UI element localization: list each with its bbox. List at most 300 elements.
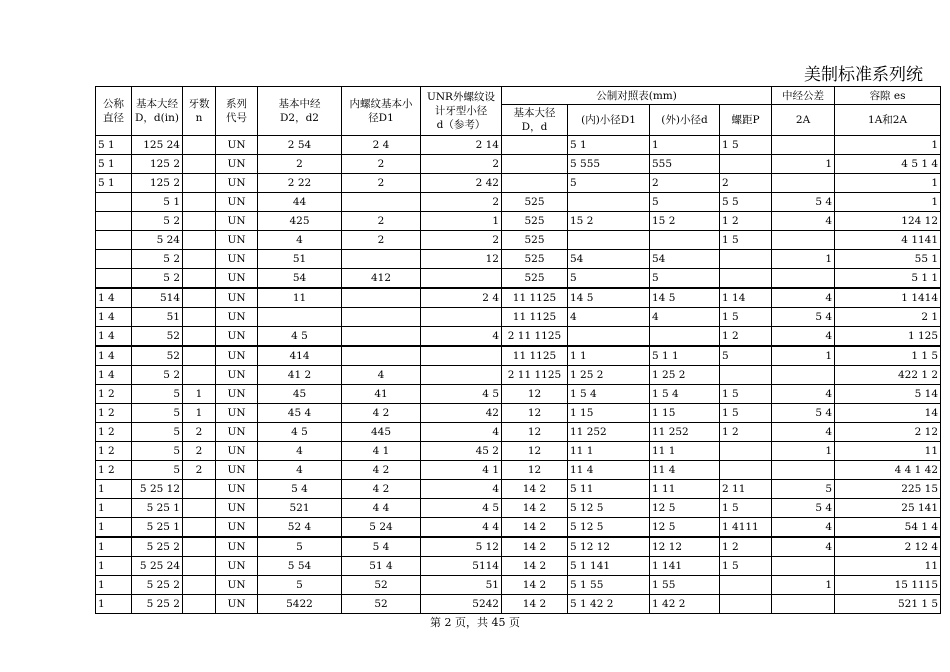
table-cell: 12 12 — [650, 537, 720, 557]
table-cell: 44 — [258, 193, 342, 212]
table-cell — [183, 212, 216, 231]
table-cell — [421, 269, 502, 289]
page-title: 美制标准系列统 — [804, 65, 923, 85]
table-cell: 12 5 — [650, 499, 720, 518]
table-cell: 1 — [772, 250, 835, 269]
table-cell: 5 1 — [568, 136, 650, 155]
table-cell: 2 — [342, 155, 421, 174]
table-row — [96, 595, 941, 614]
table-row — [96, 155, 941, 174]
table-cell: 1 — [772, 576, 835, 595]
table-cell: 12 — [421, 250, 502, 269]
table-cell — [96, 250, 132, 269]
table-cell: UN — [216, 442, 258, 461]
table-cell — [772, 136, 835, 155]
table-cell — [342, 250, 421, 269]
table-cell: 1 4 — [96, 366, 132, 385]
table-cell: 52 — [132, 346, 183, 366]
table-cell — [96, 269, 132, 289]
table-cell: 54 — [568, 250, 650, 269]
table-cell: 414 — [258, 346, 342, 366]
table-cell: 1 2 — [720, 423, 772, 442]
table-cell: 1 — [772, 442, 835, 461]
table-cell: 422 1 2 — [835, 366, 941, 385]
table-cell: 5 — [772, 480, 835, 499]
table-cell: 15 2 — [568, 212, 650, 231]
table-cell: UN — [216, 193, 258, 212]
table-cell — [502, 174, 568, 193]
table-cell: 1 5 — [720, 231, 772, 250]
table-cell — [342, 308, 421, 327]
table-cell: 5 4 — [772, 308, 835, 327]
table-cell — [568, 231, 650, 250]
table-cell — [772, 461, 835, 480]
table-cell: 2 — [342, 231, 421, 250]
table-cell: 5 — [132, 442, 183, 461]
table-cell: 4 — [772, 212, 835, 231]
table-cell: UN — [216, 385, 258, 404]
table-cell: 2 — [421, 193, 502, 212]
table-cell: 525 — [502, 250, 568, 269]
table-cell — [568, 193, 650, 212]
table-cell: 11 1125 — [502, 308, 568, 327]
table-cell: 5 555 — [568, 155, 650, 174]
table-body — [96, 136, 941, 614]
table-cell — [650, 327, 720, 347]
table-cell: UN — [216, 576, 258, 595]
table-cell: 55 1 — [835, 250, 941, 269]
table-cell: UN — [216, 250, 258, 269]
table-cell — [183, 346, 216, 366]
table-cell: 41 2 — [258, 366, 342, 385]
table-cell: 5 1 42 2 — [568, 595, 650, 614]
table-cell — [183, 136, 216, 155]
table-cell: 4 4 — [342, 499, 421, 518]
table-cell: 4 5 — [421, 499, 502, 518]
table-row — [96, 136, 941, 155]
table-cell: 1 4 — [96, 327, 132, 347]
table-cell: 5 4 — [772, 499, 835, 518]
table-cell: 4 1141 — [835, 231, 941, 250]
table-cell: 4 — [772, 518, 835, 538]
header-tolerance-group: 中经公差 — [772, 87, 835, 105]
table-cell: 1 — [96, 480, 132, 499]
table-cell: 54 1 4 — [835, 518, 941, 538]
table-cell: 1 5 — [720, 404, 772, 423]
table-cell: 1 25 2 — [568, 366, 650, 385]
table-cell: 1 5 — [720, 499, 772, 518]
table-cell: 1 — [650, 136, 720, 155]
table-row — [96, 366, 941, 385]
table-cell: 15 1115 — [835, 576, 941, 595]
table-cell: 1 — [96, 576, 132, 595]
table-cell: 1 5 — [720, 136, 772, 155]
table-cell: 5242 — [421, 595, 502, 614]
table-cell: UN — [216, 480, 258, 499]
table-cell: UN — [216, 155, 258, 174]
table-row — [96, 231, 941, 250]
table-cell: 5 — [568, 174, 650, 193]
table-row — [96, 404, 941, 423]
table-cell — [421, 308, 502, 327]
table-cell: 14 2 — [502, 557, 568, 576]
table-cell: UN — [216, 499, 258, 518]
table-cell: UN — [216, 288, 258, 308]
table-cell: 5 2 — [132, 250, 183, 269]
table-cell: UN — [216, 537, 258, 557]
table-cell: 521 1 5 — [835, 595, 941, 614]
table-cell: 1 — [183, 385, 216, 404]
table-cell: 2 — [183, 442, 216, 461]
table-cell: 2 11 1125 — [502, 327, 568, 347]
header-pitch-diameter: 基本中经 D2，d2 — [258, 87, 342, 136]
table-cell: 4 — [342, 366, 421, 385]
table-cell: 2 — [650, 174, 720, 193]
table-cell: 1 4 — [96, 288, 132, 308]
table-cell — [183, 595, 216, 614]
table-cell: 4 — [258, 231, 342, 250]
table-cell: 2 — [421, 155, 502, 174]
table-cell: 1 — [421, 212, 502, 231]
table-cell: 1 141 — [650, 557, 720, 576]
table-cell: 4 5 1 4 — [835, 155, 941, 174]
table-cell: 2 12 4 — [835, 537, 941, 557]
table-cell: 125 2 — [132, 155, 183, 174]
table-cell: 4 5 — [421, 385, 502, 404]
table-cell: 5 11 — [568, 480, 650, 499]
table-cell: 1 2 — [96, 423, 132, 442]
table-cell: 4 — [772, 327, 835, 347]
table-cell: 1 2 — [720, 212, 772, 231]
table-cell: 4 1 — [342, 442, 421, 461]
table-cell: 15 2 — [650, 212, 720, 231]
table-cell: 4 — [650, 308, 720, 327]
table-cell — [183, 231, 216, 250]
table-cell — [421, 346, 502, 366]
table-cell: 12 — [502, 442, 568, 461]
table-cell: 5 12 5 — [568, 499, 650, 518]
table-cell: 25 141 — [835, 499, 941, 518]
table-cell: 5 12 12 — [568, 537, 650, 557]
table-cell: 124 12 — [835, 212, 941, 231]
table-cell: 4 4 1 42 — [835, 461, 941, 480]
table-cell: 525 — [502, 231, 568, 250]
table-cell: 5 5 — [720, 193, 772, 212]
table-cell — [720, 595, 772, 614]
table-row — [96, 461, 941, 480]
table-cell: 225 15 — [835, 480, 941, 499]
table-cell: 52 — [342, 595, 421, 614]
table-row — [96, 442, 941, 461]
header-tpi: 牙数 n — [183, 87, 216, 136]
table-cell: 11 252 — [568, 423, 650, 442]
table-cell: 1 4 — [96, 346, 132, 366]
table-cell: 11 4 — [650, 461, 720, 480]
table-cell: UN — [216, 212, 258, 231]
table-cell — [502, 155, 568, 174]
table-cell: 4 — [772, 537, 835, 557]
table-cell: 1 — [96, 557, 132, 576]
table-cell: 4 5 — [258, 423, 342, 442]
table-cell — [96, 193, 132, 212]
table-cell — [772, 269, 835, 289]
table-cell: UN — [216, 136, 258, 155]
table-cell: 1 — [96, 518, 132, 538]
header-series: 系列 代号 — [216, 87, 258, 136]
table-cell: 12 — [502, 404, 568, 423]
table-cell: UN — [216, 423, 258, 442]
table-cell: 14 5 — [568, 288, 650, 308]
header-metric-inner-minor: (内)小径D1 — [568, 105, 650, 136]
table-cell: 1 14 — [720, 288, 772, 308]
table-cell: 1 — [772, 346, 835, 366]
table-cell: 1 2 — [720, 327, 772, 347]
table-cell: UN — [216, 557, 258, 576]
table-cell: 1 1 — [568, 346, 650, 366]
table-row — [96, 423, 941, 442]
table-cell — [720, 366, 772, 385]
table-cell: 14 2 — [502, 480, 568, 499]
table-cell: 14 2 — [502, 537, 568, 557]
table-cell — [772, 366, 835, 385]
table-row — [96, 576, 941, 595]
table-cell: 45 — [258, 385, 342, 404]
table-cell: 2 22 — [258, 174, 342, 193]
header-metric-outer-minor: (外)小径d — [650, 105, 720, 136]
table-cell: 555 — [650, 155, 720, 174]
table-cell: 5 54 — [258, 557, 342, 576]
table-cell: 5 25 24 — [132, 557, 183, 576]
table-cell: 54 — [258, 269, 342, 289]
table-cell — [183, 269, 216, 289]
table-cell: 5 — [650, 269, 720, 289]
table-cell: UN — [216, 461, 258, 480]
header-tolerance-2a: 2A — [772, 105, 835, 136]
table-cell: 5 14 — [835, 385, 941, 404]
table-cell: 2 — [342, 174, 421, 193]
table-row — [96, 250, 941, 269]
table-cell — [183, 250, 216, 269]
header-major-diameter: 基本大经 D，d(in) — [132, 87, 183, 136]
table-cell — [342, 288, 421, 308]
header-clearance-group: 容隙 es — [835, 87, 941, 105]
table-cell: 1 — [96, 499, 132, 518]
table-cell: 5 1 1 — [650, 346, 720, 366]
table-cell: UN — [216, 518, 258, 538]
table-cell: UN — [216, 231, 258, 250]
table-cell: 2 4 — [421, 288, 502, 308]
table-cell — [96, 212, 132, 231]
table-cell: 2 — [720, 174, 772, 193]
table-cell: 4 — [421, 480, 502, 499]
table-cell — [650, 231, 720, 250]
header-metric-major: 基本大径 D，d — [502, 105, 568, 136]
page-footer: 第 2 页，共 45 页 — [430, 616, 520, 629]
table-cell: 5114 — [421, 557, 502, 576]
table-cell: 11 1 — [568, 442, 650, 461]
table-cell: 54 — [650, 250, 720, 269]
table-cell: 14 2 — [502, 518, 568, 538]
table-cell: 125 24 — [132, 136, 183, 155]
table-cell: 5 12 — [421, 537, 502, 557]
table-cell: 5 25 2 — [132, 537, 183, 557]
table-cell: 2 — [421, 231, 502, 250]
table-cell — [720, 442, 772, 461]
table-cell — [720, 576, 772, 595]
table-cell — [183, 327, 216, 347]
table-cell: 125 2 — [132, 174, 183, 193]
table-cell — [183, 499, 216, 518]
table-cell: 5 12 5 — [568, 518, 650, 538]
table-cell: 51 — [132, 308, 183, 327]
table-cell — [183, 288, 216, 308]
table-row — [96, 193, 941, 212]
table-cell: 1 25 2 — [650, 366, 720, 385]
table-cell: 525 — [502, 269, 568, 289]
table-cell: 5 — [132, 423, 183, 442]
table-cell: 1 — [835, 174, 941, 193]
table-cell: 2 4 — [342, 136, 421, 155]
table-cell: 4 5 — [258, 327, 342, 347]
table-cell — [342, 193, 421, 212]
table-cell — [183, 366, 216, 385]
table-cell: 45 4 — [258, 404, 342, 423]
table-cell — [720, 250, 772, 269]
table-cell — [772, 231, 835, 250]
table-cell: 2 12 — [835, 423, 941, 442]
table-cell: 5 1 1 — [835, 269, 941, 289]
table-cell: 11 — [258, 288, 342, 308]
table-cell: 514 — [132, 288, 183, 308]
table-cell: UN — [216, 308, 258, 327]
table-cell: 1 — [183, 404, 216, 423]
table-cell: 5 25 12 — [132, 480, 183, 499]
table-cell: 2 11 — [720, 480, 772, 499]
table-cell: 11 4 — [568, 461, 650, 480]
table-cell: 2 — [183, 423, 216, 442]
table-cell: 1 125 — [835, 327, 941, 347]
table-cell: UN — [216, 404, 258, 423]
table-cell — [183, 308, 216, 327]
table-cell: 1 1414 — [835, 288, 941, 308]
table-cell — [183, 537, 216, 557]
table-cell: 5 — [258, 537, 342, 557]
table-cell: 5 25 1 — [132, 499, 183, 518]
table-cell: 1 5 — [720, 308, 772, 327]
table-cell: 5 25 2 — [132, 595, 183, 614]
table-row — [96, 327, 941, 347]
table-cell: 5 4 — [772, 404, 835, 423]
table-cell: 5 25 1 — [132, 518, 183, 538]
table-cell — [183, 518, 216, 538]
table-cell: 2 1 — [835, 308, 941, 327]
header-nominal: 公称 直径 — [96, 87, 132, 136]
table-cell — [183, 155, 216, 174]
table-cell: 11 1125 — [502, 346, 568, 366]
table-cell: 12 — [502, 461, 568, 480]
table-cell: 5 1 — [96, 136, 132, 155]
table-cell — [568, 327, 650, 347]
table-cell: 1 5 — [720, 385, 772, 404]
table-cell: 5 1 141 — [568, 557, 650, 576]
table-cell — [720, 155, 772, 174]
table-cell — [258, 308, 342, 327]
table-row — [96, 518, 941, 538]
table-cell: 52 — [132, 327, 183, 347]
table-cell: 51 — [421, 576, 502, 595]
table-cell: 11 1125 — [502, 288, 568, 308]
table-cell: 42 — [421, 404, 502, 423]
table-cell: 12 — [502, 385, 568, 404]
table-cell: 11 — [835, 557, 941, 576]
table-cell: 4 4 — [421, 518, 502, 538]
table-cell: 5 — [720, 346, 772, 366]
table-cell: 5 — [258, 576, 342, 595]
table-cell: 5 4 — [258, 480, 342, 499]
table-cell: 1 5 — [720, 557, 772, 576]
table-cell: 5 — [132, 461, 183, 480]
table-cell: 1 1 5 — [835, 346, 941, 366]
table-cell: 12 5 — [650, 518, 720, 538]
table-cell: 1 2 — [96, 461, 132, 480]
table-cell: 5 24 — [132, 231, 183, 250]
table-cell: 2 14 — [421, 136, 502, 155]
table-cell: 2 42 — [421, 174, 502, 193]
table-cell: 4 — [772, 288, 835, 308]
thread-standard-table — [95, 86, 941, 614]
table-cell: 1 2 — [96, 385, 132, 404]
table-cell: 2 54 — [258, 136, 342, 155]
table-cell — [183, 576, 216, 595]
table-cell: 412 — [342, 269, 421, 289]
table-cell: 5 — [568, 269, 650, 289]
table-cell — [772, 595, 835, 614]
table-cell — [183, 174, 216, 193]
table-cell: 4 1 — [421, 461, 502, 480]
table-cell — [772, 557, 835, 576]
table-cell: 4 — [421, 423, 502, 442]
table-cell: 1 2 — [720, 537, 772, 557]
table-cell: 4 2 — [342, 461, 421, 480]
table-cell: 5 25 2 — [132, 576, 183, 595]
table-row — [96, 308, 941, 327]
table-row — [96, 499, 941, 518]
table-cell: 1 11 — [650, 480, 720, 499]
table-cell: 14 — [835, 404, 941, 423]
table-row — [96, 346, 941, 366]
table-cell: 52 4 — [258, 518, 342, 538]
table-cell: 5 4 — [342, 537, 421, 557]
table-cell: 521 — [258, 499, 342, 518]
table-cell: 2 — [342, 212, 421, 231]
table-cell: 2 — [258, 155, 342, 174]
table-cell: 12 — [502, 423, 568, 442]
table-cell — [183, 193, 216, 212]
table-row — [96, 288, 941, 308]
table-cell: 1 — [96, 595, 132, 614]
table-cell: 1 — [835, 136, 941, 155]
table-cell: 1 15 — [568, 404, 650, 423]
table-cell: UN — [216, 269, 258, 289]
table-cell — [720, 461, 772, 480]
table-cell: 5422 — [258, 595, 342, 614]
header-metric-pitch: 螺距P — [720, 105, 772, 136]
header-metric-group: 公制对照表(mm) — [502, 87, 772, 105]
table-row — [96, 269, 941, 289]
table-row — [96, 557, 941, 576]
table-cell: 5 — [132, 404, 183, 423]
table-cell: 5 1 — [96, 174, 132, 193]
